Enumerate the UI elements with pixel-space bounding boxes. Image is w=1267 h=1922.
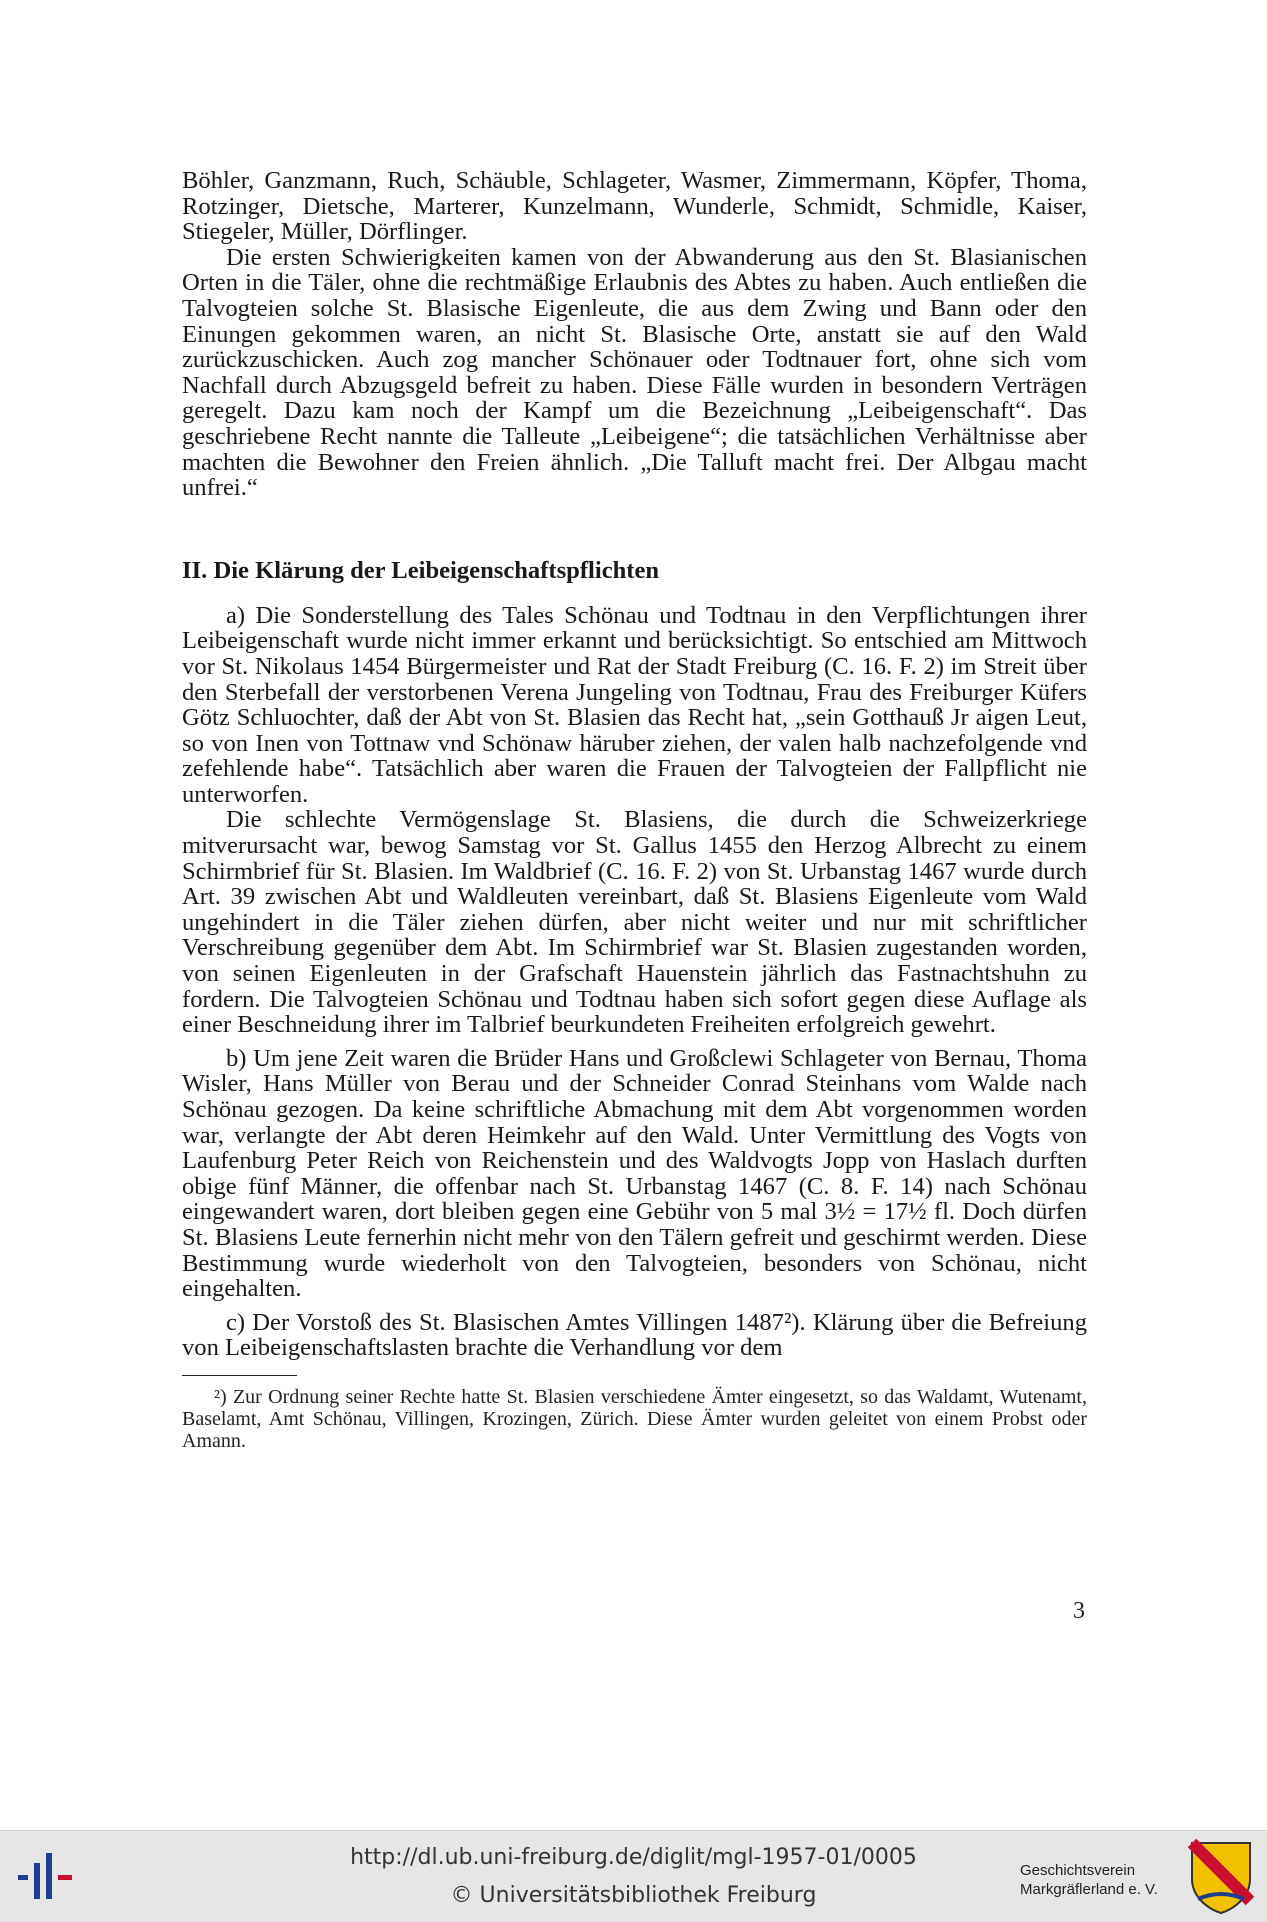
paragraph-a: a) Die Sonderstellung des Tales Schönau und Todtnau in den Verpflichtungen ihrer Leibeigenschaft wurde nicht immer erkannt und berücksichtigt. So entschied am Mittwoch vor St. Nikolaus 1454 Bürgermeister und Rat der Stadt Freiburg (C. 16. F. 2) im Streit über den Sterbefall der verstorbenen Verena Jungeling von Todtnau, Frau des Freiburger Küfers Götz Schluochter, daß der Abt von St. Blasien das Recht hat, „sein Gotthauß Jr aigen Leut, so von Inen von Tottnaw vnd Schönaw häruber ziehen, der valen halb nachzefolgende vnd zefehlende habe“. Tatsächlich aber waren die Frauen der Talvogteien der Fallpflicht nie unterworfen.: [182, 601, 1087, 808]
section-heading: II. Die Klärung der Leibeigenschaftspflichten: [182, 556, 660, 584]
org-name-line-2: Markgräflerland e. V.: [1020, 1881, 1158, 1898]
footer-url-link[interactable]: http://dl.ub.uni-freiburg.de/diglit/mgl-1957-01/0005: [350, 1845, 917, 1870]
paragraph-names-list: Böhler, Ganzmann, Ruch, Schäuble, Schlageter, Wasmer, Zimmermann, Köpfer, Thoma, Rotzinger, Dietsche, Marterer, Kunzelmann, Wunderle, Schmidt, Schmidle, Kaiser, Stiegeler, Müller, Dörflinger.: [182, 167, 1087, 246]
footer-organization: [1020, 1861, 1180, 1899]
org-name-line-1: Geschichtsverein: [1020, 1862, 1136, 1879]
paragraph-financial-situation: Die schlechte Vermögenslage St. Blasiens, die durch die Schweizerkriege mitverursacht war, bewog Samstag vor St. Gallus 1455 den Herzog Albrecht zu einem Schirmbrief für St. Blasien. Im Waldbrief (C. 16. F. 2) von St. Urbanstag 1467 wurde durch Art. 39 zwischen Abt und Waldleuten vereinbart, daß St. Blasiens Eigenleute vom Wald ungehindert in die Täler ziehen dürfen, aber nicht weiter und nur mit schriftlicher Verschreibung gegenüber dem Abt. Im Schirmbrief war St. Blasien zugestanden worden, von seinen Eigenleuten in der Grafschaft Hauenstein jährlich das Fastnachtshuhn zu fordern. Die Talvogteien Schönau und Todtnau haben sich sofort gegen diese Auflage als einer Beschneidung ihrer im Talbrief beurkundeten Freiheiten erfolgreich gewehrt.: [182, 806, 1087, 1039]
footnote-divider: [182, 1375, 297, 1376]
footnote: ²) Zur Ordnung seiner Rechte hatte St. Blasien verschiedene Ämter eingesetzt, so das Waldamt, Wutenamt, Baselamt, Amt Schönau, Villingen, Krozingen, Zürich. Diese Ämter wurden geleitet von einem Probst oder Amann.: [182, 1385, 1087, 1452]
page-number: 3: [1073, 1598, 1085, 1624]
paragraph-b: b) Um jene Zeit waren die Brüder Hans und Großclewi Schlageter von Bernau, Thoma Wisler, Hans Müller von Berau und der Schneider Conrad Steinhans vom Walde nach Schönau gezogen. Da keine schriftliche Abmachung mit dem Abt vorgenommen worden war, verlangte der Abt deren Heimkehr auf den Wald. Unter Vermittlung des Vogts von Laufenburg Peter Reich von Reichenstein und des Waldvogts Jopp von Haslach durften obige fünf Männer, die offenbar nach St. Urbanstag 1467 (C. 8. F. 14) nach Schönau eingewandert waren, dort bleiben gegen eine Gebühr von 5 mal 3½ = 17½ fl. Doch dürfen St. Blasiens Leute fernerhin nicht mehr von den Tälern gefreit und geschirmt werden. Diese Bestimmung wurde wiederholt von den Talvogteien, besonders von Schönau, nicht eingehalten.: [182, 1044, 1087, 1303]
paragraph-c: c) Der Vorstoß des St. Blasischen Amtes Villingen 1487²). Klärung über die Befreiung von Leibeigenschaftslasten brachte die Verhandlung vor dem: [182, 1308, 1087, 1362]
footer-band: [0, 1830, 1267, 1922]
paragraph-difficulties: Die ersten Schwierigkeiten kamen von der Abwanderung aus den St. Blasianischen Orten in die Täler, ohne die rechtmäßige Erlaubnis des Abtes zu haben. Auch entließen die Talvogteien solche St. Blasische Eigenleute, die aus dem Zwing und Bann oder den Einungen gekommen waren, an nicht St. Blasische Orte, anstatt sie auf den Wald zurückzuschicken. Auch zog mancher Schönauer oder Todtnauer fort, ohne sich vom Nachfall durch Abzugsgeld befreit zu haben. Diese Fälle wurden in besondern Verträgen geregelt. Dazu kam noch der Kampf um die Bezeichnung „Leibeigenschaft“. Das geschriebene Recht nannte die Talleute „Leibeigene“; die tatsächlichen Verhältnisse aber machten die Bewohner den Freien ähnlich. „Die Talluft macht frei. Der Albgau macht unfrei.“: [182, 243, 1087, 502]
footer-copyright: © Universitätsbibliothek Freiburg: [450, 1883, 817, 1908]
page-content: [182, 168, 1087, 1452]
coat-of-arms-icon: [1188, 1839, 1254, 1915]
